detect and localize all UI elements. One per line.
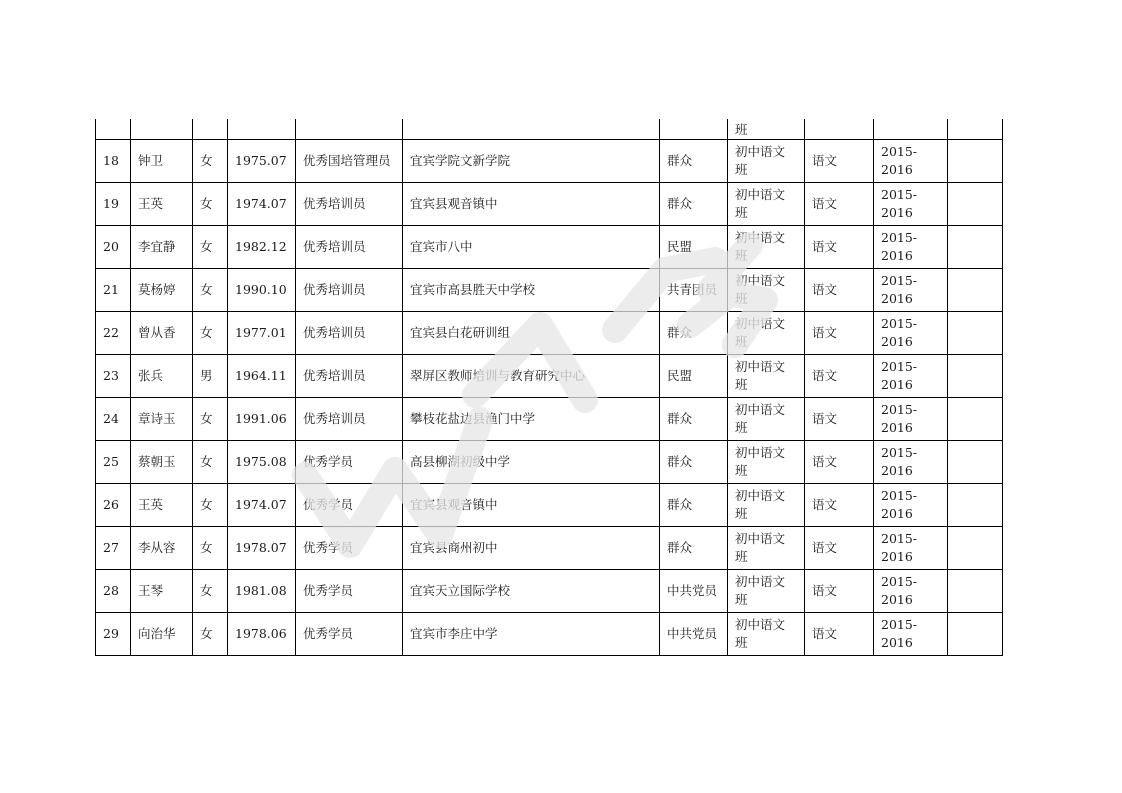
cell-gender: 女 xyxy=(193,398,228,441)
cell-subject: 语文 xyxy=(805,226,874,269)
table-row xyxy=(96,183,1003,226)
cell-unit: 宜宾县观音镇中 xyxy=(403,484,660,527)
cell-name: 王英 xyxy=(131,484,193,527)
award-table xyxy=(95,119,1003,656)
cell-remark xyxy=(948,570,1003,613)
cell-award: 优秀培训员 xyxy=(296,398,403,441)
cell-award: 优秀学员 xyxy=(296,570,403,613)
cell-year xyxy=(874,119,948,140)
cell-no: 27 xyxy=(96,527,131,570)
cell-award xyxy=(296,119,403,140)
cell-class: 初中语文班 xyxy=(728,140,805,183)
cell-no: 21 xyxy=(96,269,131,312)
cell-no: 23 xyxy=(96,355,131,398)
cell-class: 初中语文班 xyxy=(728,570,805,613)
cell-political: 群众 xyxy=(660,183,728,226)
cell-remark xyxy=(948,355,1003,398)
cell-unit: 宜宾市高县胜天中学校 xyxy=(403,269,660,312)
cell-class: 初中语文班 xyxy=(728,527,805,570)
cell-birth: 1975.08 xyxy=(228,441,296,484)
cell-political: 民盟 xyxy=(660,355,728,398)
cell-remark xyxy=(948,484,1003,527)
cell-name: 莫杨婷 xyxy=(131,269,193,312)
cell-name: 张兵 xyxy=(131,355,193,398)
cell-birth: 1974.07 xyxy=(228,484,296,527)
cell-political: 中共党员 xyxy=(660,613,728,656)
cell-remark xyxy=(948,140,1003,183)
cell-political xyxy=(660,119,728,140)
cell-class: 初中语文班 xyxy=(728,441,805,484)
cell-unit: 宜宾县商州初中 xyxy=(403,527,660,570)
cell-subject: 语文 xyxy=(805,484,874,527)
cell-name: 王琴 xyxy=(131,570,193,613)
table-row xyxy=(96,312,1003,355)
cell-year: 2015-2016 xyxy=(874,355,948,398)
cell-no: 22 xyxy=(96,312,131,355)
cell-award: 优秀学员 xyxy=(296,527,403,570)
cell-gender: 女 xyxy=(193,613,228,656)
cell-no: 18 xyxy=(96,140,131,183)
cell-gender: 女 xyxy=(193,226,228,269)
cell-year: 2015-2016 xyxy=(874,140,948,183)
cell-subject: 语文 xyxy=(805,312,874,355)
cell-class: 初中语文班 xyxy=(728,613,805,656)
cell-name: 李从容 xyxy=(131,527,193,570)
cell-class: 初中语文班 xyxy=(728,226,805,269)
cell-gender: 女 xyxy=(193,527,228,570)
cell-year: 2015-2016 xyxy=(874,269,948,312)
cell-award: 优秀培训员 xyxy=(296,312,403,355)
cell-award: 优秀培训员 xyxy=(296,269,403,312)
cell-class: 班 xyxy=(728,119,805,140)
cell-unit: 宜宾县观音镇中 xyxy=(403,183,660,226)
cell-year: 2015-2016 xyxy=(874,312,948,355)
cell-class: 初中语文班 xyxy=(728,183,805,226)
cell-subject: 语文 xyxy=(805,140,874,183)
cell-remark xyxy=(948,527,1003,570)
cell-subject: 语文 xyxy=(805,355,874,398)
cell-gender: 女 xyxy=(193,570,228,613)
cell-birth: 1991.06 xyxy=(228,398,296,441)
cell-remark xyxy=(948,119,1003,140)
cell-unit: 宜宾市李庄中学 xyxy=(403,613,660,656)
cell-unit: 宜宾市八中 xyxy=(403,226,660,269)
cell-award: 优秀培训员 xyxy=(296,183,403,226)
cell-award: 优秀国培管理员 xyxy=(296,140,403,183)
cell-gender: 女 xyxy=(193,484,228,527)
cell-name: 钟卫 xyxy=(131,140,193,183)
cell-subject xyxy=(805,119,874,140)
cell-gender: 女 xyxy=(193,140,228,183)
cell-birth xyxy=(228,119,296,140)
cell-award: 优秀培训员 xyxy=(296,226,403,269)
cell-birth: 1978.06 xyxy=(228,613,296,656)
cell-remark xyxy=(948,613,1003,656)
cell-birth: 1964.11 xyxy=(228,355,296,398)
cell-name: 李宜静 xyxy=(131,226,193,269)
table-row xyxy=(96,570,1003,613)
cell-gender: 女 xyxy=(193,183,228,226)
cell-birth: 1981.08 xyxy=(228,570,296,613)
cell-name: 向治华 xyxy=(131,613,193,656)
cell-no: 25 xyxy=(96,441,131,484)
table-row xyxy=(96,527,1003,570)
cell-birth: 1977.01 xyxy=(228,312,296,355)
cell-award: 优秀学员 xyxy=(296,441,403,484)
cell-subject: 语文 xyxy=(805,613,874,656)
cell-gender: 男 xyxy=(193,355,228,398)
cell-unit: 宜宾天立国际学校 xyxy=(403,570,660,613)
cell-no: 24 xyxy=(96,398,131,441)
cell-gender xyxy=(193,119,228,140)
cell-remark xyxy=(948,441,1003,484)
cell-remark xyxy=(948,226,1003,269)
cell-year: 2015-2016 xyxy=(874,441,948,484)
cell-class: 初中语文班 xyxy=(728,484,805,527)
cell-political: 群众 xyxy=(660,140,728,183)
cell-birth: 1990.10 xyxy=(228,269,296,312)
cell-birth: 1982.12 xyxy=(228,226,296,269)
cell-year: 2015-2016 xyxy=(874,613,948,656)
cell-year: 2015-2016 xyxy=(874,484,948,527)
table-row xyxy=(96,355,1003,398)
cell-year: 2015-2016 xyxy=(874,398,948,441)
continued-row xyxy=(96,119,1003,140)
cell-gender: 女 xyxy=(193,269,228,312)
cell-no: 28 xyxy=(96,570,131,613)
cell-political: 群众 xyxy=(660,441,728,484)
cell-award: 优秀培训员 xyxy=(296,355,403,398)
cell-unit: 翠屏区教师培训与教育研究中心 xyxy=(403,355,660,398)
cell-subject: 语文 xyxy=(805,527,874,570)
cell-political: 群众 xyxy=(660,398,728,441)
cell-remark xyxy=(948,183,1003,226)
cell-name xyxy=(131,119,193,140)
table-row xyxy=(96,269,1003,312)
cell-subject: 语文 xyxy=(805,183,874,226)
cell-political: 共青团员 xyxy=(660,269,728,312)
cell-year: 2015-2016 xyxy=(874,226,948,269)
cell-no: 29 xyxy=(96,613,131,656)
cell-subject: 语文 xyxy=(805,441,874,484)
cell-unit: 高县柳湖初级中学 xyxy=(403,441,660,484)
cell-unit: 宜宾县白花研训组 xyxy=(403,312,660,355)
cell-political: 中共党员 xyxy=(660,570,728,613)
cell-name: 蔡朝玉 xyxy=(131,441,193,484)
cell-political: 群众 xyxy=(660,312,728,355)
cell-subject: 语文 xyxy=(805,269,874,312)
cell-gender: 女 xyxy=(193,441,228,484)
cell-award: 优秀学员 xyxy=(296,484,403,527)
table-row xyxy=(96,441,1003,484)
table-row xyxy=(96,484,1003,527)
cell-class: 初中语文班 xyxy=(728,355,805,398)
table-row xyxy=(96,398,1003,441)
cell-political: 群众 xyxy=(660,527,728,570)
cell-year: 2015-2016 xyxy=(874,570,948,613)
cell-birth: 1978.07 xyxy=(228,527,296,570)
cell-subject: 语文 xyxy=(805,398,874,441)
cell-year: 2015-2016 xyxy=(874,183,948,226)
cell-remark xyxy=(948,312,1003,355)
cell-year: 2015-2016 xyxy=(874,527,948,570)
cell-gender: 女 xyxy=(193,312,228,355)
cell-award: 优秀学员 xyxy=(296,613,403,656)
cell-class: 初中语文班 xyxy=(728,312,805,355)
cell-unit: 宜宾学院文新学院 xyxy=(403,140,660,183)
cell-subject: 语文 xyxy=(805,570,874,613)
cell-political: 民盟 xyxy=(660,226,728,269)
cell-name: 曾从香 xyxy=(131,312,193,355)
table-row xyxy=(96,140,1003,183)
cell-no: 26 xyxy=(96,484,131,527)
cell-political: 群众 xyxy=(660,484,728,527)
cell-class: 初中语文班 xyxy=(728,269,805,312)
cell-birth: 1975.07 xyxy=(228,140,296,183)
cell-no: 20 xyxy=(96,226,131,269)
cell-remark xyxy=(948,269,1003,312)
cell-class: 初中语文班 xyxy=(728,398,805,441)
cell-no xyxy=(96,119,131,140)
table-row xyxy=(96,613,1003,656)
cell-name: 章诗玉 xyxy=(131,398,193,441)
cell-remark xyxy=(948,398,1003,441)
cell-birth: 1974.07 xyxy=(228,183,296,226)
cell-no: 19 xyxy=(96,183,131,226)
cell-unit: 攀枝花盐边县渔门中学 xyxy=(403,398,660,441)
table-row xyxy=(96,226,1003,269)
cell-name: 王英 xyxy=(131,183,193,226)
cell-unit xyxy=(403,119,660,140)
